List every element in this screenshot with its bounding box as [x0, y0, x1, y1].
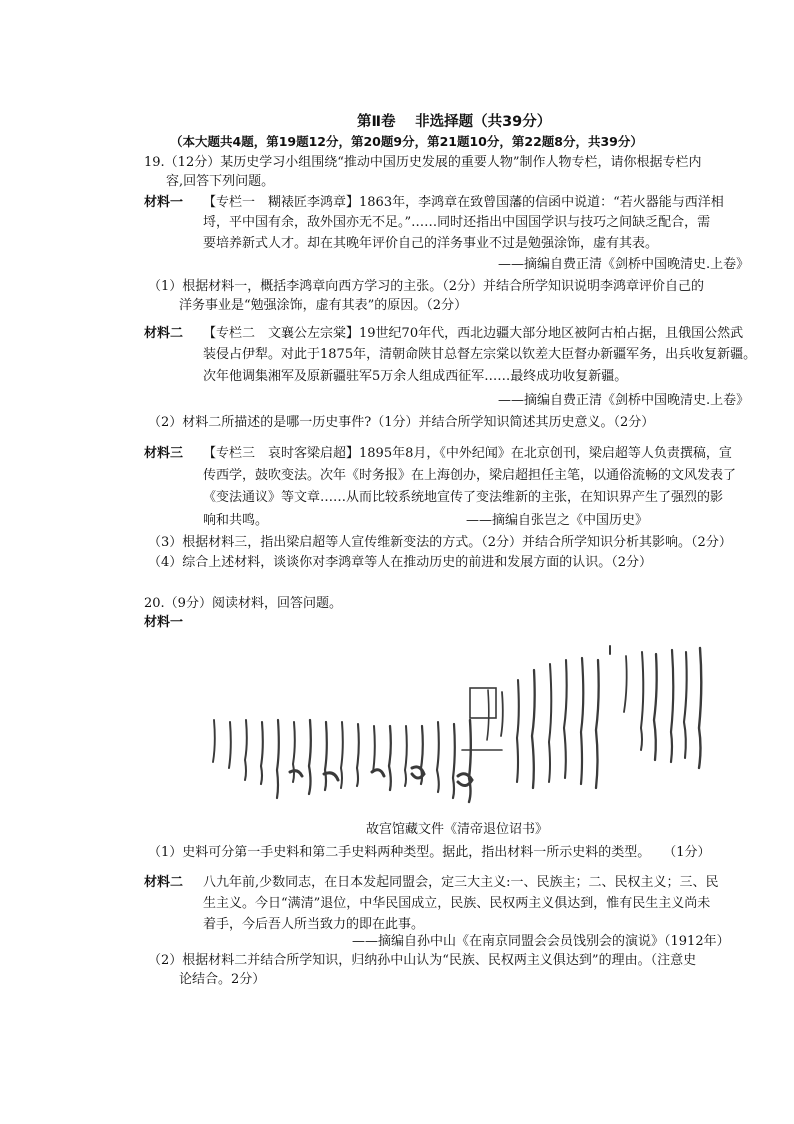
q20-material2-line2: 生主义。今日“满清”退位，中华民国成立，民族、民权两主义俱达到，惟有民生主义尚未 [203, 896, 711, 911]
image-caption: 故宫馆藏文件《清帝退位诏书》 [366, 822, 549, 837]
q20-material1-label: 材料一 [144, 615, 184, 630]
q19-material2-label: 材料二 [144, 326, 184, 341]
q19-question2: （2）材料二所描述的是哪一历史事件?（1分）并结合所学知识简述其历史意义。（2分） [148, 415, 655, 430]
q19-question3: （3）根据材料三，指出梁启超等人宣传维新变法的方式。（2分）并结合所学知识分析其影响。（2分） [148, 535, 732, 550]
q20-question2-line1: （2）根据材料二并结合所学知识，归纳孙中山认为“民族、民权两主义俱达到”的理由。（注意史 [148, 953, 697, 968]
q19-question1-line2: 洋务事业是“勉强涂饰，虚有其表”的原因。（2分） [179, 298, 468, 313]
section-subtitle: （本大题共4题，第19题12分，第20题9分，第21题10分，第22题8分，共39分） [170, 134, 643, 149]
abdication-edict-image [200, 630, 720, 820]
q19-material3-line4: 响和共鸣。 [203, 513, 269, 528]
q19-question1-line1: （1）根据材料一，概括李鸿章向西方学习的主张。（2分）并结合所学知识说明李鸿章评价自己的 [148, 279, 705, 294]
q19-material2-line3: 次年他调集湘军及原新疆驻军5万余人组成西征军……最终成功收复新疆。 [203, 369, 628, 384]
section-title: 第Ⅱ卷 非选择题（共39分） [357, 114, 552, 130]
q20-material2-label: 材料二 [144, 875, 184, 890]
q19-material3-line3: 《变法通议》等文章……从而比较系统地宣传了变法维新的主张，在知识界产生了强烈的影 [203, 490, 724, 505]
q19-intro-line1: 19.（12分）某历史学习小组围绕“推动中国历史发展的重要人物”制作人物专栏，请你根据专栏内 [144, 155, 702, 170]
q19-material1-line3: 要培养新式人才。却在其晚年评价自己的洋务事业不过是勉强涂饰，虚有其表。 [203, 236, 659, 251]
q19-intro-line2: 容,回答下列问题。 [166, 174, 275, 189]
q19-material3-line1: 【专栏三 哀时客梁启超】1895年8月，《中外纪闻》在北京创刊，梁启超等人负责撰稿，宣 [203, 446, 732, 461]
q20-intro: 20.（9分）阅读材料，回答问题。 [144, 596, 342, 611]
q19-material3-label: 材料三 [144, 446, 184, 461]
q19-material1-line2: 埒，平中国有余，敌外国亦无不足。”……同时还指出中国国学识与技巧之间缺乏配合，需 [203, 215, 711, 230]
q19-material2-line1: 【专栏二 文襄公左宗棠】19世纪70年代，西北边疆大部分地区被阿古柏占据，且俄国公然武 [203, 326, 744, 341]
q19-material1-source: ——摘编自费正清《剑桥中国晚清史.上卷》 [498, 257, 750, 272]
q19-question4: （4）综合上述材料，谈谈你对李鸿章等人在推动历史的前进和发展方面的认识。（2分） [148, 555, 653, 570]
q20-material2-line3: 着手，今后吾人所当致力的即在此事。 [203, 917, 425, 932]
q19-material3-line2: 传西学，鼓吹变法。次年《时务报》在上海创办，梁启超担任主笔，以通俗流畅的文风发表了 [203, 468, 737, 483]
q19-material3-source: ——摘编自张岂之《中国历史》 [466, 513, 649, 528]
q20-question2-line2: 论结合。2分） [179, 972, 266, 987]
q19-material2-line2: 装侵占伊犁。对此于1875年，清朝命陕甘总督左宗棠以钦差大臣督办新疆军务，出兵收复新疆。 [203, 347, 757, 362]
q20-material2-source: ——摘编自孙中山《在南京同盟会会员饯别会的演说》（1912年） [352, 934, 730, 949]
q19-material1-line1: 【专栏一 糊裱匠李鸿章】1863年，李鸿章在致曾国藩的信函中说道：“若火器能与西洋相 [203, 195, 724, 210]
q20-material2-line1: 八九年前,少数同志，在日本发起同盟会，定三大主义:一、民族主；二、民权主义；三、民 [203, 875, 719, 890]
q19-material1-label: 材料一 [144, 195, 184, 210]
q20-question1: （1）史料可分第一手史料和第二手史料两种类型。据此，指出材料一所示史料的类型。 （1分） [148, 845, 711, 860]
q19-material2-source: ——摘编自费正清《剑桥中国晚清史.上卷》 [498, 393, 750, 408]
